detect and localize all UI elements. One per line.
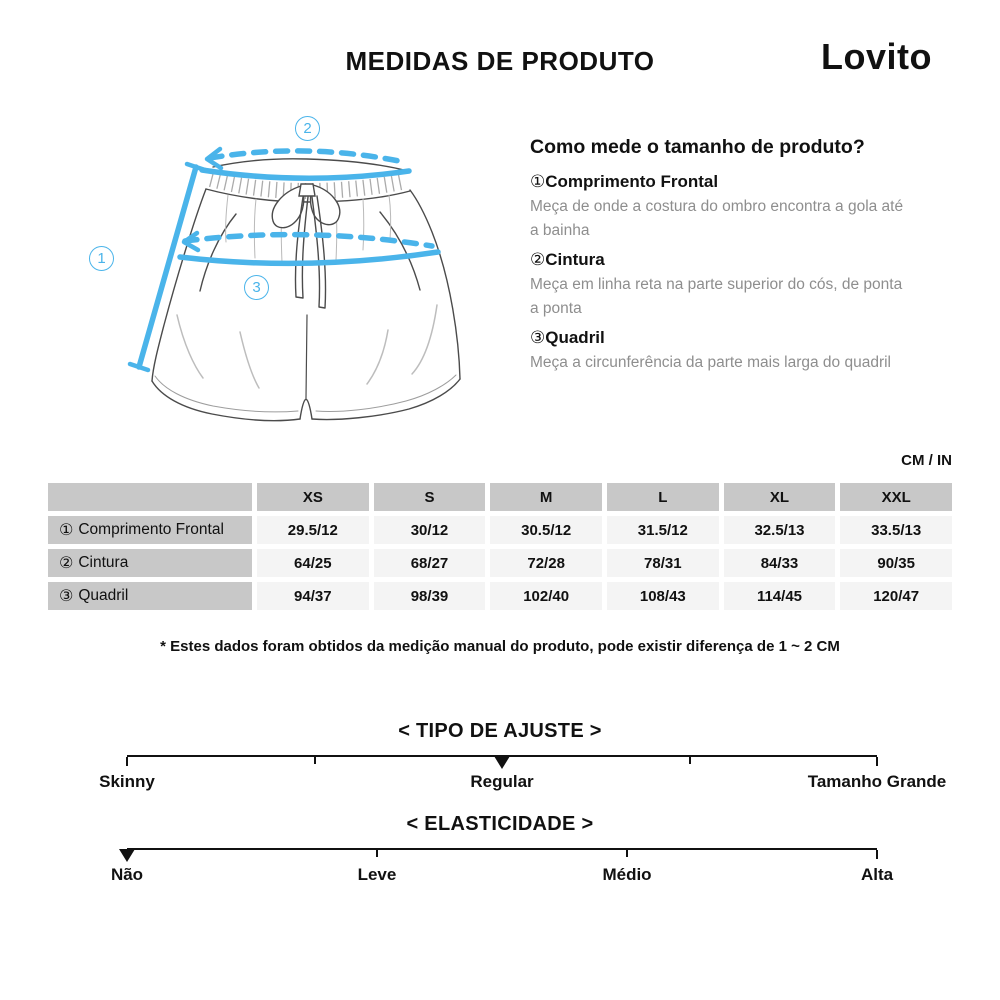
elasticity-label-high: Alta xyxy=(860,865,894,884)
scale-tick xyxy=(876,850,878,859)
fit-scale-line xyxy=(99,755,947,791)
table-cell: 31.5/12 xyxy=(607,516,719,544)
table-cell: 98/39 xyxy=(374,582,486,610)
table-cell: 72/28 xyxy=(490,549,602,577)
shorts-diagram xyxy=(60,100,500,450)
table-cell: 32.5/13 xyxy=(724,516,836,544)
table-header-s: S xyxy=(374,483,486,511)
table-cell: 64/25 xyxy=(257,549,369,577)
fit-scale-marker-icon xyxy=(494,756,510,769)
guide-item-title-3: ③Quadril xyxy=(530,328,605,347)
guide-item-desc-2: Meça em linha reta na parte superior do cós, de ponta a ponta xyxy=(530,276,903,317)
unit-label: CM / IN xyxy=(901,452,952,469)
measuring-guide xyxy=(530,136,920,379)
guide-item-title-1: ①Comprimento Frontal xyxy=(530,172,719,191)
guide-item-desc-3: Meça a circunferência da parte mais larga do quadril xyxy=(530,354,891,371)
fit-scale-title: < TIPO DE AJUSTE > xyxy=(398,720,602,742)
scale-tick xyxy=(376,850,378,857)
table-cell: 29.5/12 xyxy=(257,516,369,544)
table-row-label-front-length: ① Comprimento Frontal xyxy=(48,516,252,544)
scale-tick xyxy=(314,757,316,764)
elasticity-label-medium: Médio xyxy=(602,865,652,884)
table-cell: 30/12 xyxy=(374,516,486,544)
table-cell: 120/47 xyxy=(840,582,952,610)
circled-number-3: ③ xyxy=(530,328,546,347)
fit-label-skinny: Skinny xyxy=(99,772,155,791)
fit-type-scale xyxy=(0,720,1000,800)
page-title: MEDIDAS DE PRODUTO xyxy=(345,46,655,76)
table-cell: 114/45 xyxy=(724,582,836,610)
elasticity-scale-marker-icon xyxy=(119,849,135,862)
table-cell: 90/35 xyxy=(840,549,952,577)
guide-heading: Como mede o tamanho de produto? xyxy=(530,136,865,158)
scale-tick xyxy=(876,757,878,766)
elasticity-scale xyxy=(0,813,1000,893)
table-header-xs: XS xyxy=(257,483,369,511)
measurement-disclaimer: * Estes dados foram obtidos da medição manual do produto, pode existir diferença de 1 ~ 2 CM xyxy=(160,638,840,655)
scale-tick xyxy=(626,850,628,857)
table-cell: 102/40 xyxy=(490,582,602,610)
elasticity-label-none: Não xyxy=(110,865,144,884)
brand-logo: Lovito xyxy=(821,36,932,77)
scale-tick xyxy=(689,757,691,764)
table-cell: 68/27 xyxy=(374,549,486,577)
circled-number-2: ② xyxy=(530,250,546,269)
circled-number-1: ① xyxy=(530,172,546,191)
table-row-label-waist: ② Cintura xyxy=(48,549,252,577)
diagram-marker-1: 1 xyxy=(89,246,114,271)
table-header-l: L xyxy=(607,483,719,511)
table-cell: 78/31 xyxy=(607,549,719,577)
table-cell: 84/33 xyxy=(724,549,836,577)
size-table xyxy=(48,483,952,610)
fit-label-regular: Regular xyxy=(470,772,534,791)
guide-item-title-2: ②Cintura xyxy=(530,250,605,269)
table-cell: 108/43 xyxy=(607,582,719,610)
table-header-xl: XL xyxy=(724,483,836,511)
diagram-marker-2: 2 xyxy=(295,116,320,141)
table-header-m: M xyxy=(490,483,602,511)
fit-label-large: Tamanho Grande xyxy=(807,772,947,791)
table-cell: 33.5/13 xyxy=(840,516,952,544)
table-cell: 30.5/12 xyxy=(490,516,602,544)
table-header-empty xyxy=(48,483,252,511)
scale-tick xyxy=(126,757,128,766)
diagram-marker-3: 3 xyxy=(244,275,269,300)
elasticity-label-light: Leve xyxy=(357,865,397,884)
elasticity-scale-line xyxy=(110,848,894,884)
table-cell: 94/37 xyxy=(257,582,369,610)
elasticity-scale-title: < ELASTICIDADE > xyxy=(406,813,594,835)
table-row-label-hip: ③ Quadril xyxy=(48,582,252,610)
table-header-xxl: XXL xyxy=(840,483,952,511)
guide-item-desc-1: Meça de onde a costura do ombro encontra a gola até a bainha xyxy=(530,198,904,239)
